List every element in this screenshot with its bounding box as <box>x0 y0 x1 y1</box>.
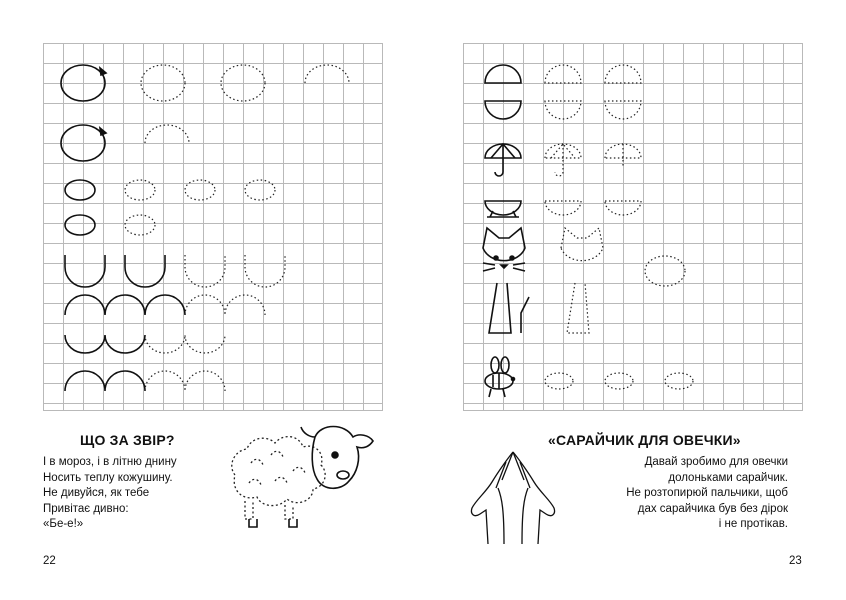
exercise-text <box>626 455 788 533</box>
solid-small-oval-2 <box>65 215 95 235</box>
poem-line: Носить теплу кожушину. <box>43 471 173 484</box>
sheep-trace-icon <box>215 415 385 535</box>
hands-roof-icon <box>468 448 558 546</box>
bee-icon <box>485 357 515 397</box>
exercise-line: дах сарайчика був без дірок <box>637 502 788 515</box>
solid-waves <box>65 335 145 353</box>
page-number-right: 23 <box>789 555 802 567</box>
exercise-title: «САРАЙЧИК ДЛЯ ОВЕЧКИ» <box>548 432 741 448</box>
poem-text <box>43 455 177 533</box>
poem-title: ЩО ЗА ЗВІР? <box>80 432 175 448</box>
arrow-icon <box>100 128 106 135</box>
bowl-icon <box>485 201 521 217</box>
solid-u-arc-2 <box>125 255 165 287</box>
half-circle-bottom-icon <box>485 101 521 119</box>
arrow-icon <box>100 68 106 75</box>
poem-line: І в мороз, і в літню днину <box>43 456 177 468</box>
solid-oval-1 <box>61 65 105 101</box>
umbrella-icon <box>485 144 521 176</box>
tracing-figures-right <box>463 43 803 411</box>
tracing-grid-left <box>43 43 383 411</box>
exercise-line: і не протікав. <box>718 518 788 530</box>
solid-humps-2 <box>65 371 145 391</box>
page-number-left: 22 <box>43 555 56 567</box>
solid-oval-2 <box>61 125 105 161</box>
poem-line: «Бе-е!» <box>43 518 84 530</box>
exercise-line: Не розтопирюй пальчики, щоб <box>626 487 788 499</box>
exercise-line: долоньками сарайчик. <box>668 471 788 484</box>
half-circle-top-icon <box>485 65 521 83</box>
tracing-figures-left <box>43 43 383 411</box>
exercise-line: Давай зробимо для овечки <box>644 456 788 468</box>
poem-line: Не дивуйся, як тебе <box>43 487 150 499</box>
solid-small-oval-1 <box>65 180 95 200</box>
cat-icon <box>483 228 529 333</box>
solid-u-arc-1 <box>65 255 105 287</box>
tracing-grid-right <box>463 43 803 411</box>
poem-line: Привітає дивно: <box>43 502 129 515</box>
solid-humps <box>65 295 185 315</box>
